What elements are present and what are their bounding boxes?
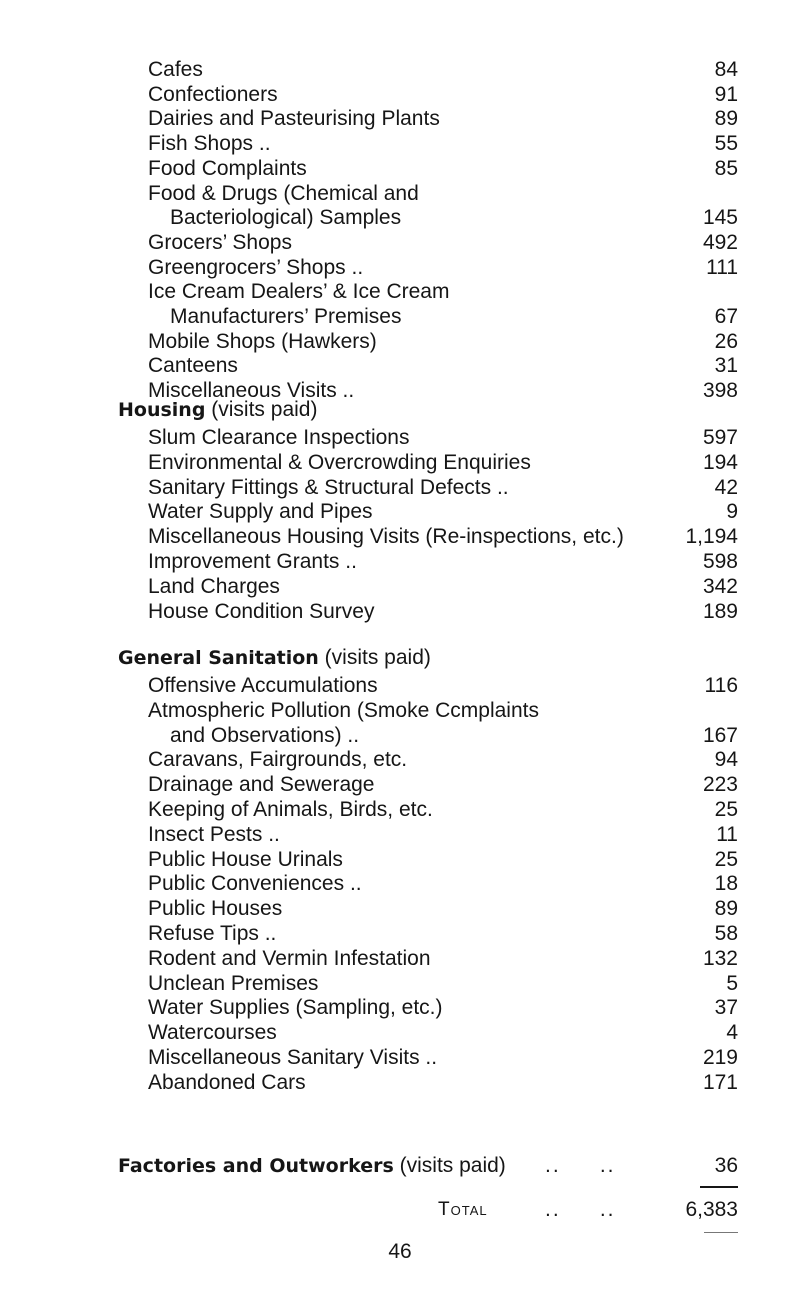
factories-leader-dots: .. ..: [545, 1154, 616, 1177]
item-label: Sanitary Fittings & Structural Defects ..: [148, 475, 509, 499]
item-value: 598: [702, 550, 738, 573]
list-item: [148, 821, 738, 849]
item-value: 91: [714, 82, 738, 106]
list-item: [148, 945, 738, 973]
item-label: Ice Cream Dealers’ & Ice Cream: [148, 280, 450, 304]
item-label: Watercourses: [148, 1021, 277, 1045]
item-label: Dairies and Pasteurising Plants: [148, 107, 440, 131]
item-label: Abandoned Cars: [148, 1070, 306, 1094]
item-label: Atmospheric Pollution (Smoke Ccmplaints: [148, 698, 539, 722]
list-item: [148, 548, 738, 576]
total-value: 6,383: [685, 1198, 738, 1221]
item-value: 85: [714, 156, 738, 180]
item-label: Food Complaints: [148, 156, 307, 180]
total-leader-dots: .. ..: [545, 1198, 616, 1221]
list-item: [148, 697, 738, 725]
total-label: Total: [438, 1199, 488, 1220]
item-value: 342: [702, 574, 738, 598]
list-item: [148, 870, 738, 898]
item-value: 167: [702, 723, 738, 747]
total-underline: [704, 1232, 738, 1233]
housing-heading-bold: Housing: [118, 399, 206, 421]
item-label: Water Supply and Pipes: [148, 500, 373, 524]
item-label: Manufacturers’ Premises: [170, 305, 402, 328]
item-value: 597: [702, 426, 738, 449]
item-value: 5: [726, 971, 738, 995]
item-label: Miscellaneous Sanitary Visits ..: [148, 1046, 438, 1069]
item-value: 31: [714, 354, 738, 378]
item-value: 4: [726, 1021, 738, 1045]
item-value: 94: [714, 748, 738, 772]
item-label: Water Supplies (Sampling, etc.): [148, 996, 443, 1020]
factories-heading-rest: (visits paid): [393, 1154, 506, 1177]
list-item: [148, 672, 738, 700]
housing-heading: [118, 396, 317, 424]
list-item: [148, 746, 738, 774]
item-value: 84: [714, 58, 738, 81]
item-value: 42: [714, 475, 738, 499]
item-label: Canteens: [148, 354, 238, 378]
subtotal-rule: [700, 1186, 738, 1188]
list-item: [148, 771, 738, 799]
item-label: Confectioners: [148, 82, 278, 106]
item-label: Unclean Premises: [148, 971, 319, 995]
list-item: [148, 970, 738, 998]
item-value: 116: [704, 674, 738, 697]
item-label: and Observations) ..: [170, 723, 360, 747]
list-item: [148, 1069, 738, 1097]
factories-heading-bold: Factories and Outworkers: [118, 1155, 394, 1177]
list-item: [148, 796, 738, 824]
item-label: Environmental & Overcrowding Enquiries: [148, 450, 531, 474]
item-value: 89: [714, 107, 738, 131]
item-label: Land Charges: [148, 574, 280, 598]
item-label: Grocers’ Shops: [148, 230, 292, 254]
page-number: 46: [388, 1240, 412, 1263]
item-value: 26: [714, 329, 738, 353]
list-item: [148, 573, 738, 601]
item-label: Cafes: [148, 58, 203, 81]
item-label: Miscellaneous Visits ..: [148, 379, 355, 403]
item-value: 171: [702, 1070, 738, 1094]
item-value: 11: [716, 822, 738, 846]
list-item: [148, 994, 738, 1022]
item-value: 132: [702, 946, 738, 970]
list-item: [148, 1019, 738, 1047]
item-label: Drainage and Sewerage: [148, 773, 375, 797]
item-label: Miscellaneous Housing Visits (Re-inspections, etc.): [148, 525, 624, 549]
factories-heading: [118, 1152, 506, 1180]
item-label: Refuse Tips ..: [148, 922, 277, 945]
factories-value: 36: [714, 1154, 738, 1177]
item-value: 25: [714, 847, 738, 871]
list-item: [148, 920, 738, 948]
item-value: 89: [714, 897, 738, 921]
item-value: 55: [714, 132, 738, 156]
item-label: Insect Pests ..: [148, 822, 280, 846]
item-value: 194: [702, 450, 738, 474]
list-item: [148, 498, 738, 526]
item-label: House Condition Survey: [148, 599, 375, 623]
list-item: [148, 895, 738, 923]
item-label: Keeping of Animals, Birds, etc.: [148, 798, 433, 821]
item-value: 189: [702, 599, 738, 623]
item-label: Mobile Shops (Hawkers): [148, 329, 377, 353]
item-value: 37: [714, 996, 738, 1020]
item-label: Public House Urinals: [148, 847, 343, 871]
list-item: [170, 722, 738, 750]
item-value: 219: [702, 1046, 738, 1069]
item-value: 58: [714, 922, 738, 945]
item-label: Fish Shops ..: [148, 132, 271, 156]
list-item: [148, 846, 738, 874]
item-value: 492: [702, 230, 738, 254]
item-label: Caravans, Fairgrounds, etc.: [148, 748, 408, 772]
list-item: [148, 1044, 738, 1072]
item-label: Public Conveniences ..: [148, 872, 362, 896]
item-label: Offensive Accumulations: [148, 674, 378, 697]
sanitation-heading-rest: (visits paid): [318, 646, 431, 669]
item-value: 1,194: [685, 525, 738, 549]
item-value: 67: [714, 305, 738, 328]
item-value: 18: [714, 872, 738, 896]
item-value: 111: [706, 255, 738, 279]
item-label: Food & Drugs (Chemical and: [148, 181, 419, 205]
sanitation-heading: [118, 644, 431, 672]
item-label: Bacteriological) Samples: [170, 206, 402, 230]
item-value: 223: [702, 773, 738, 797]
list-item: [148, 424, 738, 452]
item-label: Rodent and Vermin Infestation: [148, 946, 431, 970]
list-item: [148, 449, 738, 477]
item-label: Slum Clearance Inspections: [148, 426, 410, 449]
item-label: Greengrocers’ Shops ..: [148, 255, 364, 279]
housing-heading-rest: (visits paid): [205, 398, 318, 421]
item-value: 145: [702, 206, 738, 230]
item-value: 9: [726, 500, 738, 524]
item-label: Public Houses: [148, 897, 283, 921]
sanitation-heading-bold: General Sanitation: [118, 647, 319, 669]
item-label: Improvement Grants ..: [148, 550, 357, 573]
list-item: [148, 523, 738, 551]
item-value: 25: [714, 798, 738, 821]
list-item: [148, 474, 738, 502]
list-item: [148, 598, 738, 626]
item-value: 398: [702, 379, 738, 403]
